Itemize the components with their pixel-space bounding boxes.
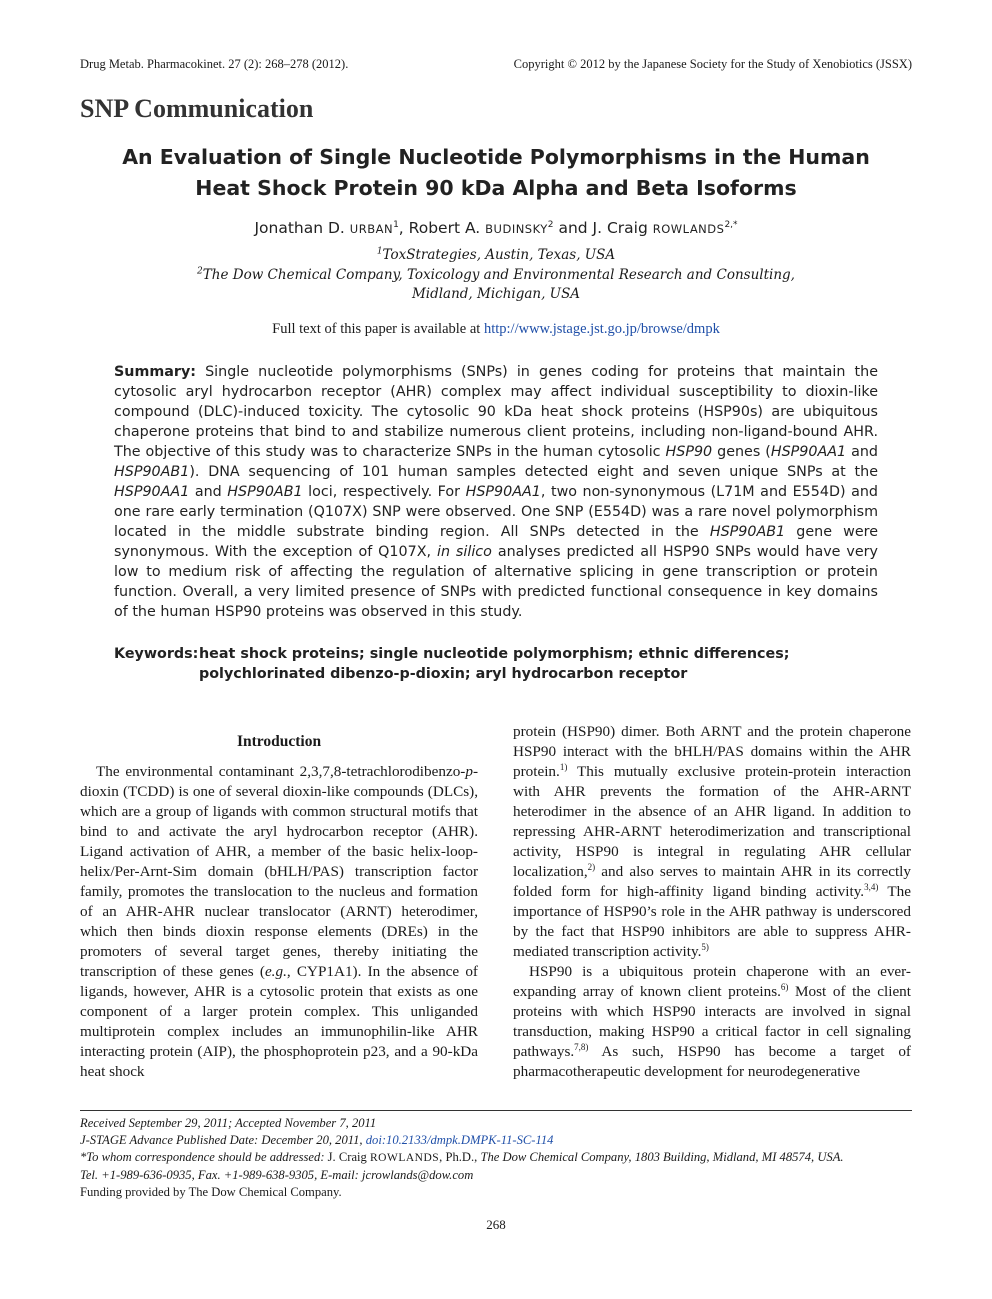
affiliation-2-line-2: Midland, Michigan, USA <box>411 286 581 302</box>
intro-paragraph-2: HSP90 is a ubiquitous protein chaperone with an ever-expanding array of known client proteins.$^{6)}$ Most of the client proteins with which HSP90 interacts are involved in signal transduction, making HSP90 a critical factor in cell signaling pathways.$^{7,8)}$ As such, HSP90 has become a target of pharmacotherapeutic development for neurodegenerative <box>513 963 911 1080</box>
author-3-last: ROWLANDS <box>652 222 725 236</box>
title-line-2: Heat Shock Protein 90 kDa Alpha and Beta Isoforms <box>195 176 797 200</box>
paper-title <box>80 142 912 204</box>
author-list <box>80 219 912 237</box>
affiliation-2: $^2$The Dow Chemical Company, Toxicology and Environmental Research and Consulting, <box>197 266 795 283</box>
keywords <box>114 644 878 684</box>
author-separator-1: , Robert A. <box>398 219 486 237</box>
received-dates: Received September 29, 2011; Accepted November 7, 2011 <box>80 1116 377 1130</box>
keywords-label: Keywords: <box>114 646 199 662</box>
author-1-first: Jonathan D. <box>254 219 350 237</box>
intro-paragraph-1-cont: protein (HSP90) dimer. Both ARNT and the protein chaperone HSP90 interact with the bHLH/PAS domains within the AHR protein.$^{1)}$ This mutually exclusive protein-protein interaction with AHR prevents the formation of the AHR-ARNT heterodimer in the absence of an AHR ligand. In addition to repressing AHR-ARNT heterodimerization and transcriptional activity, HSP90 is integral in regulating AHR cellular localization,$^{2)}$ and also serves to maintain AHR in its correctly folded form for high-affinity ligand binding activity.$^{3,4)}$ The importance of HSP90’s role in the AHR pathway is underscored by the fact that HSP90 inhibitors are able to suppress AHR-mediated transcription activity.$^{5)}$ <box>513 723 911 960</box>
author-1-last: URBAN <box>349 222 394 236</box>
full-text-notice: Full text of this paper is available at http://www.jstage.jst.go.jp/browse/dmpk <box>272 321 720 337</box>
title-line-1: An Evaluation of Single Nucleotide Polymorphisms in the Human <box>122 145 870 169</box>
section-type-heading: SNP Communication <box>80 94 314 123</box>
doi-link[interactable]: doi:10.2133/dmpk.DMPK-11-SC-114 <box>365 1133 554 1147</box>
correspondence: *To whom correspondence should be addressed: J. Craig ROWLANDS, Ph.D., The Dow Chemical Company, 1803 Building, Midland, MI 48574, USA. <box>80 1150 844 1164</box>
author-3-affil: 2,* <box>724 219 738 230</box>
introduction-heading: Introduction <box>236 733 322 750</box>
author-1-affil: 1 <box>393 219 399 230</box>
author-separator-2: and J. Craig <box>553 219 653 237</box>
contact-info: Tel. +1-989-636-0935, Fax. +1-989-638-9305, E-mail: jcrowlands@dow.com <box>80 1168 474 1182</box>
footnote-divider <box>80 1110 912 1111</box>
journal-reference: Drug Metab. Pharmacokinet. 27 (2): 268–278 (2012). <box>80 57 349 71</box>
intro-paragraph-1: The environmental contaminant 2,3,7,8-tetrachlorodibenzo-p-dioxin (TCDD) is one of several dioxin-like compounds (DLCs), which are a group of ligands with common structural motifs that bind to and activate the aryl hydrocarbon receptor (AHR). Ligand activation of AHR, a member of the basic helix-loop-helix/Per-Arnt-Sim domain (bHLH/PAS) transcription factor family, promotes the translocation to the nucleus and formation of an AHR-AHR nuclear translocator (ARNT) heterodimer, which then binds dioxin response elements (DREs) in the promoters of several target genes, thereby initiating the transcription of these genes (e.g., CYP1A1). In the absence of ligands, however, AHR is a cytosolic protein that exists as one component of a larger protein complex. This unliganded multiprotein complex includes an immunophilin-like AHR interacting protein (AIP), the phosphoprotein p23, and a 90-kDa heat shock <box>80 763 478 1080</box>
left-column <box>80 722 478 1082</box>
author-2-affil: 2 <box>547 219 554 230</box>
jstage-date: J-STAGE Advance Published Date: December 20, 2011, doi:10.2133/dmpk.DMPK-11-SC-114 <box>80 1133 554 1147</box>
right-column <box>513 722 911 1082</box>
author-2-last: BUDINSKY <box>485 222 548 236</box>
keywords-text: heat shock proteins; single nucleotide polymorphism; ethnic differences; polychlorinated dibenzo-p-dioxin; aryl hydrocarbon receptor <box>199 646 790 682</box>
footnotes <box>80 1115 912 1201</box>
page-number: 268 <box>486 1217 506 1232</box>
affiliation-1: $^1$ToxStrategies, Austin, Texas, USA <box>376 246 616 263</box>
affiliations <box>80 246 912 305</box>
summary-label: Summary: <box>114 364 197 380</box>
full-text-link[interactable]: http://www.jstage.jst.go.jp/browse/dmpk <box>483 321 720 337</box>
copyright-notice: Copyright © 2012 by the Japanese Society for the Study of Xenobiotics (JSSX) <box>513 57 912 71</box>
funding-note: Funding provided by The Dow Chemical Company. <box>80 1185 342 1199</box>
summary-paragraph: Summary: Single nucleotide polymorphisms (SNPs) in genes coding for proteins that maintain the cytosolic aryl hydrocarbon receptor (AHR) complex may affect individual susceptibility to dioxin-like compound (DLC)-induced toxicity. The cytosolic 90 kDa heat shock proteins (HSP90s) are ubiquitous chaperone proteins that bind to and stabilize numerous client proteins, including non-ligand-bound AHR. The objective of this study was to characterize SNPs in the human cytosolic HSP90 genes (HSP90AA1 and HSP90AB1). DNA sequencing of 101 human samples detected eight and seven unique SNPs at the HSP90AA1 and HSP90AB1 loci, respectively. For HSP90AA1, two non-synonymous (L71M and E554D) and one rare early termination (Q107X) SNP were observed. One SNP (E554D) was a rare novel polymorphism located in the middle substrate binding region. All SNPs detected in the HSP90AB1 gene were synonymous. With the exception of Q107X, in silico analyses predicted all HSP90 SNPs would have very low to medium risk of affecting the regulation of alternative splicing in gene transcription or protein function. Overall, a very limited presence of SNPs with predicted functional consequence in key domains of the human HSP90 proteins was observed in this study. <box>114 364 878 620</box>
